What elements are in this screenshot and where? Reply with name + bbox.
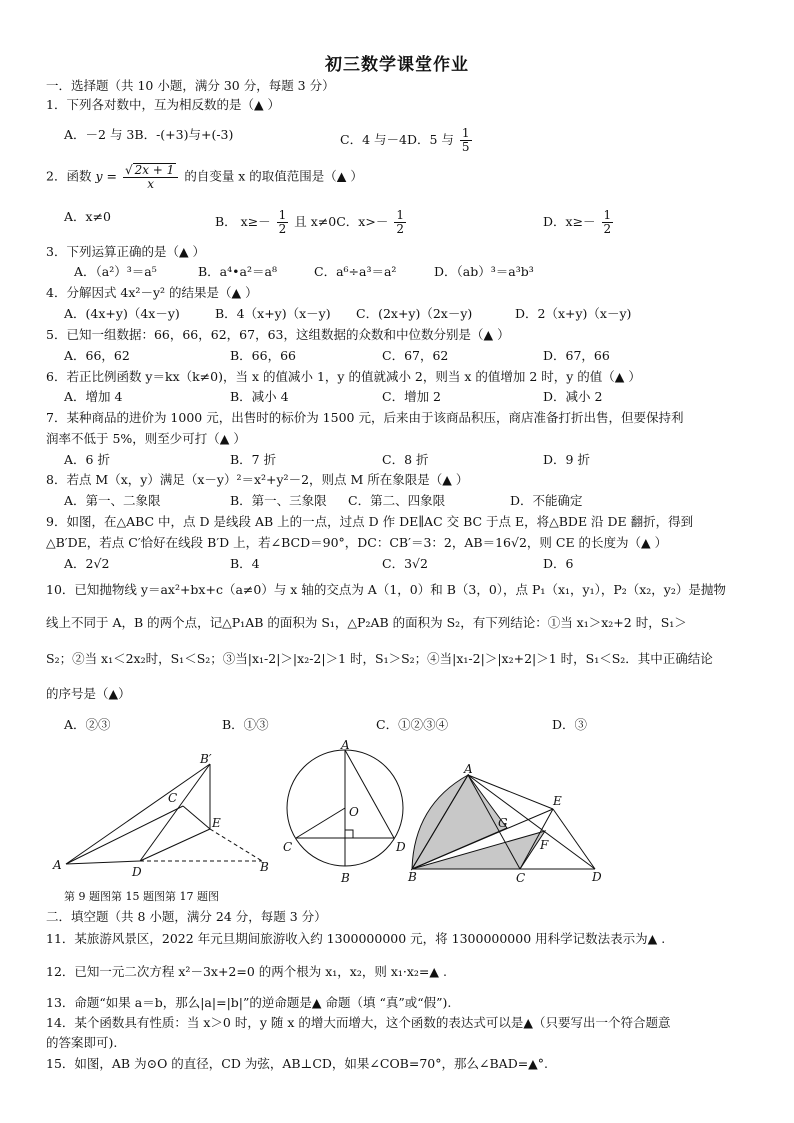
- section-1-heading: 一．选择题（共 10 小题，满分 30 分，每题 3 分）: [46, 78, 335, 93]
- q2-option-b-mid: 且 x≠0C．x>－: [294, 214, 389, 229]
- q9-option-d: D．6: [543, 556, 574, 571]
- fig15-label-a: A: [341, 738, 350, 752]
- q6-stem: 6．若正比例函数 y＝kx（k≠0)，当 x 的值减小 1，y 的值就减小 2，则当 x 的值增加 2 时，y 的值（▲ ）: [46, 369, 641, 384]
- q2-half-1: [277, 209, 289, 236]
- q2-option-d: [543, 209, 615, 236]
- fig9-dashed-e-b: [210, 829, 262, 861]
- q4-stem: 4．分解因式 4x²－y² 的结果是（▲ ）: [46, 285, 258, 300]
- q9-option-a: A．2√2: [64, 556, 110, 571]
- q2-sqrt-body: 2x + 1: [134, 163, 175, 177]
- q3-option-d: D．（ab）³＝a³b³: [434, 264, 534, 279]
- q2-half-2: [394, 209, 406, 236]
- q4-option-c: C．(2x+y)（2x－y): [356, 306, 473, 321]
- q7-stem-line2: 润率不低于 5%，则至少可打（▲ ）: [46, 431, 246, 446]
- q2-half-3-den: 2: [603, 222, 612, 236]
- q2-half-3: [602, 209, 614, 236]
- q10-option-a: A．②③: [64, 717, 111, 732]
- q4-option-a: A．(4x+y)（4x－y): [64, 306, 180, 321]
- q3-option-b: B．a⁴•a²＝a⁸: [198, 264, 277, 279]
- q9-stem-line1: 9．如图，在△ABC 中，点 D 是线段 AB 上的一点，过点 D 作 DE∥AC 交 BC 于点 E，将△BDE 沿 DE 翻折，得到: [46, 514, 694, 529]
- q1-options-ab: A．－2 与 3B．-(+3)与+(-3): [64, 127, 234, 142]
- q10-option-c: C．①②③④: [376, 717, 449, 732]
- q2-half-3-num: 1: [603, 208, 612, 222]
- q2-option-b-pre: B． x≥－: [215, 214, 271, 229]
- fig9-label-b: B: [260, 860, 269, 874]
- q10-line3: S₂；②当 x₁＜2x₂时，S₁＜S₂；③当|x₁-2|＞|x₂-2|＞1 时，S₁＞S₂；④当|x₁-2|＞|x₂+2|＞1 时，S₁＜S₂．其中正确结论: [46, 651, 713, 666]
- figures-panel: [0, 735, 794, 885]
- q8-option-d: D．不能确定: [510, 493, 583, 508]
- q8-option-a: A．第一、二象限: [64, 493, 161, 508]
- q6-option-d: D．减小 2: [543, 389, 603, 404]
- q2-fraction-den: x: [147, 177, 155, 191]
- q14-line2: 的答案即可).: [46, 1035, 118, 1050]
- q8-option-c: C．第二、四象限: [348, 493, 446, 508]
- q10-option-b: B．①③: [222, 717, 269, 732]
- q2-fraction-num: √ 2x + 1: [123, 163, 178, 178]
- fig9-label-b-prime: B′: [200, 752, 212, 766]
- q5-option-a: A．66，62: [64, 348, 130, 363]
- fig15-right-angle-mark: [345, 830, 353, 838]
- fig17-label-b: B: [408, 870, 417, 884]
- q7-option-a: A．6 折: [64, 452, 110, 467]
- fig9-line-c-e: [183, 806, 210, 829]
- fig15-label-d: D: [396, 840, 406, 854]
- figure-9-labels: [52, 752, 269, 879]
- q13: 13．命题“如果 a＝b，那么|a|=|b|”的逆命题是▲ 命题（填 “真”或“假”).: [46, 995, 452, 1010]
- fig15-label-o: O: [349, 805, 359, 819]
- q2-option-bc: [215, 209, 408, 236]
- fig15-label-b: B: [341, 871, 350, 885]
- q1-fraction: [460, 127, 472, 154]
- fig17-label-f: F: [540, 838, 549, 852]
- q2-half-2-den: 2: [396, 222, 404, 236]
- fig17-label-a: A: [464, 762, 473, 776]
- q6-option-b: B．减小 4: [230, 389, 289, 404]
- q1-fraction-den: 5: [461, 140, 470, 154]
- q7-stem-line1: 7．某种商品的进价为 1000 元，出售时的标价为 1500 元，后来由于该商品积压，商店准备打折出售，但要保持利: [46, 410, 684, 425]
- q10-line1: 10．已知抛物线 y＝ax²+bx+c（a≠0）与 x 轴的交点为 A（1，0）和 B（3，0），点 P₁（x₁，y₁），P₂（x₂，y₂）是抛物: [46, 582, 726, 597]
- fig15-line-a-d: [345, 750, 394, 838]
- q11: 11．某旅游风景区，2022 年元旦期间旅游收入约 1300000000 元，将 1300000000 用科学记数法表示为▲ .: [46, 931, 666, 946]
- fig9-label-a: A: [53, 858, 62, 872]
- q4-option-b: B．4（x+y)（x－y): [215, 306, 331, 321]
- fig9-line-d-e: [140, 829, 210, 861]
- q4-option-d: D．2（x+y)（x－y): [515, 306, 632, 321]
- q5-stem: 5．已知一组数据：66，66，62，67，63，这组数据的众数和中位数分别是（▲ ）: [46, 327, 510, 342]
- q14-line1: 14．某个函数具有性质：当 x＞0 时，y 随 x 的增大而增大，这个函数的表达式可以是▲（只要写出一个符合题意: [46, 1015, 671, 1030]
- q1-options-cd: [340, 127, 474, 154]
- q2-y-eq: y =: [95, 168, 117, 184]
- q1-stem: 1．下列各对数中，互为相反数的是（▲ ）: [46, 97, 281, 112]
- q2-function-fraction: [123, 163, 178, 191]
- q3-option-c: C．a⁶÷a³＝a²: [314, 264, 397, 279]
- fig9-line-a-b-prime: [66, 764, 210, 864]
- q2-stem: [46, 163, 363, 191]
- q1-fraction-num: 1: [461, 126, 470, 140]
- q9-stem-line2: △B′DE，若点 C′恰好在线段 B′D 上，若∠BCD＝90°，DC：CB′＝3：2，AB＝16√2，则 CE 的长度为（▲ ）: [46, 535, 668, 550]
- fig17-label-g: G: [498, 816, 508, 830]
- q7-option-d: D．9 折: [543, 452, 590, 467]
- q2-half-2-num: 1: [396, 208, 404, 222]
- fig15-line-c-o: [296, 808, 345, 838]
- section-2-heading: 二．填空题（共 8 小题，满分 24 分，每题 3 分）: [46, 909, 327, 924]
- fig9-label-e: E: [212, 816, 221, 830]
- fig9-line-d-b-prime: [140, 764, 210, 861]
- q8-stem: 8．若点 M（x，y）满足（x－y）²＝x²+y²－2，则点 M 所在象限是（▲ ）: [46, 472, 469, 487]
- fig17-line-e-d: [553, 809, 595, 869]
- q5-option-d: D．67，66: [543, 348, 610, 363]
- q3-option-a: A．（a²）³＝a⁵: [74, 264, 157, 279]
- q2-option-a: A．x≠0: [64, 209, 112, 224]
- q7-option-c: C．8 折: [382, 452, 429, 467]
- fig9-line-a-d: [66, 861, 140, 864]
- fig15-label-c: C: [283, 840, 293, 854]
- q1-options-cd-text: C．4 与－4D．5 与: [340, 132, 454, 147]
- q6-option-c: C．增加 2: [382, 389, 441, 404]
- q2-half-1-num: 1: [278, 208, 287, 222]
- q2-half-1-den: 2: [278, 222, 287, 236]
- fig17-label-d: D: [592, 870, 602, 884]
- q9-option-b: B．4: [230, 556, 260, 571]
- figures-caption: 第 9 题图第 15 题图第 17 题图: [64, 890, 219, 903]
- figure-9: [66, 764, 262, 864]
- q2-option-d-pre: D．x≥－: [543, 214, 596, 229]
- q15: 15．如图，AB 为⊙O 的直径，CD 为弦，AB⊥CD，如果∠COB=70°，那么∠BAD=▲°.: [46, 1056, 549, 1071]
- q10-line2: 线上不同于 A，B 的两个点，记△P₁AB 的面积为 S₁，△P₂AB 的面积为 S₂，有下列结论：①当 x₁＞x₂+2 时，S₁＞: [46, 615, 687, 630]
- q2-stem-post: 的自变量 x 的取值范围是（▲ ）: [184, 168, 363, 184]
- q2-stem-pre: 2．函数: [46, 168, 92, 184]
- fig9-label-c: C: [168, 791, 178, 805]
- page-title: 初三数学课堂作业: [325, 55, 469, 75]
- q8-option-b: B．第一、三象限: [230, 493, 327, 508]
- fig17-label-e: E: [553, 794, 562, 808]
- q12: 12．已知一元二次方程 x²－3x+2=0 的两个根为 x₁，x₂，则 x₁·x₂=▲ .: [46, 964, 447, 979]
- fig9-line-a-c: [66, 806, 183, 864]
- q10-line4: 的序号是（▲）: [46, 686, 131, 701]
- q6-option-a: A．增加 4: [64, 389, 123, 404]
- q10-option-d: D．③: [552, 717, 588, 732]
- figure-15: [287, 750, 403, 866]
- q9-option-c: C．3√2: [382, 556, 428, 571]
- fig9-label-d: D: [132, 865, 142, 879]
- q7-option-b: B．7 折: [230, 452, 277, 467]
- q3-stem: 3．下列运算正确的是（▲ ）: [46, 244, 206, 259]
- q5-option-b: B．66，66: [230, 348, 296, 363]
- q5-option-c: C．67，62: [382, 348, 449, 363]
- fig17-label-c: C: [516, 871, 526, 885]
